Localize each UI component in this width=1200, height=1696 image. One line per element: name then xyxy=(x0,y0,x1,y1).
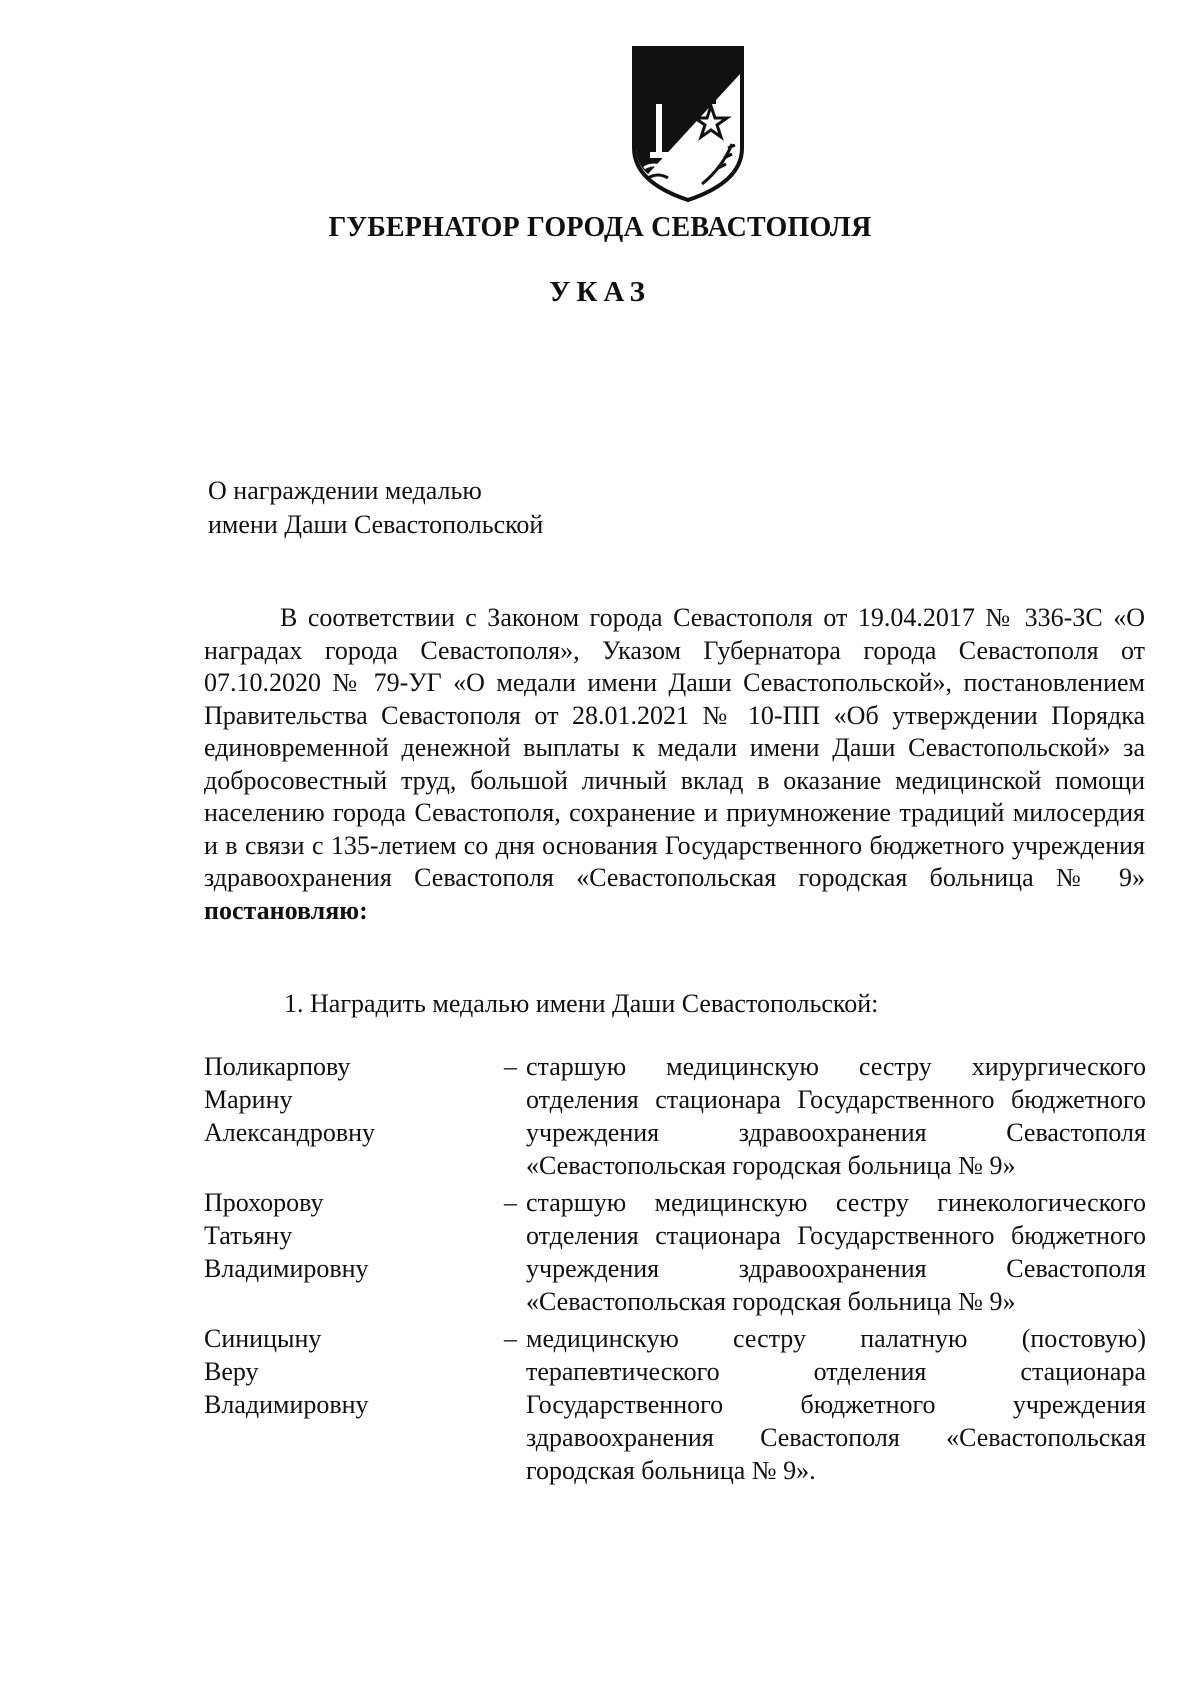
document-subject xyxy=(208,474,543,542)
awardee-entry xyxy=(204,1050,1146,1182)
awardee-name xyxy=(204,1322,504,1487)
preamble-paragraph xyxy=(204,602,1145,927)
awardee-entry xyxy=(204,1186,1146,1318)
awardee-description: старшую медицинскую сестру хирургического отделения стационара Государственного бюджетного учреждения здравоохранения Севастополя «Севастопольская городская больница № 9» xyxy=(526,1052,1146,1180)
awardee-dash: – xyxy=(504,1052,517,1081)
issuer-title: ГУБЕРНАТОР ГОРОДА СЕВАСТОПОЛЯ xyxy=(328,212,872,243)
awardee-name xyxy=(204,1050,504,1182)
item-1: 1. Наградить медалью имени Даши Севастопольской: xyxy=(284,989,879,1018)
awardee-patronymic: Александровну xyxy=(204,1118,376,1147)
subject-line-1: О награждении медалью xyxy=(208,476,482,505)
awardee-description: медицинскую сестру палатную (постовую) терапевтического отделения стационара Государственного бюджетного учреждения здравоохранения Севастополя «Севастопольская городская больница № 9». xyxy=(526,1324,1146,1485)
awardees-list xyxy=(204,1050,1146,1491)
awardee-dash: – xyxy=(504,1324,517,1353)
awardee-patronymic: Владимировну xyxy=(204,1254,369,1283)
awardee-patronymic: Владимировну xyxy=(204,1390,369,1419)
awardee-surname: Синицыну xyxy=(204,1324,322,1353)
awardee-first-name: Веру xyxy=(204,1357,259,1386)
preamble-text: В соответствии с Законом города Севастополя от 19.04.2017 № 336-ЗС «О наградах города Севастополя», Указом Губернатора города Севастополя от 07.10.2020 № 79-УГ «О медали имени Даши Севастопольской», постановлением Правительства Севастополя от 28.01.2021 № 10-ПП «Об утверждении Порядка единовременной денежной выплаты к медали имени Даши Севастопольской» за добросовестный труд, большой личный вклад в оказание медицинской помощи населению города Севастополя, сохранение и приумножение традиций милосердия и в связи с 135-летием со дня основания Государственного бюджетного учреждения здравоохранения Севастополя «Севастопольская городская больница № 9» xyxy=(204,603,1145,892)
awardee-surname: Прохорову xyxy=(204,1188,324,1217)
coat-of-arms-icon xyxy=(630,44,746,204)
awardee-first-name: Татьяну xyxy=(204,1221,293,1250)
awardee-description: старшую медицинскую сестру гинекологического отделения стационара Государственного бюджетного учреждения здравоохранения Севастополя «Севастопольская городская больница № 9» xyxy=(526,1188,1146,1316)
awardee-surname: Поликарпову xyxy=(204,1052,351,1081)
awardee-first-name: Марину xyxy=(204,1085,293,1114)
awardee-entry xyxy=(204,1322,1146,1487)
subject-line-2: имени Даши Севастопольской xyxy=(208,510,544,539)
decree-word: постановляю: xyxy=(204,895,368,925)
awardee-name xyxy=(204,1186,504,1318)
document-type: УКАЗ xyxy=(549,276,651,308)
awardee-dash: – xyxy=(504,1188,517,1217)
